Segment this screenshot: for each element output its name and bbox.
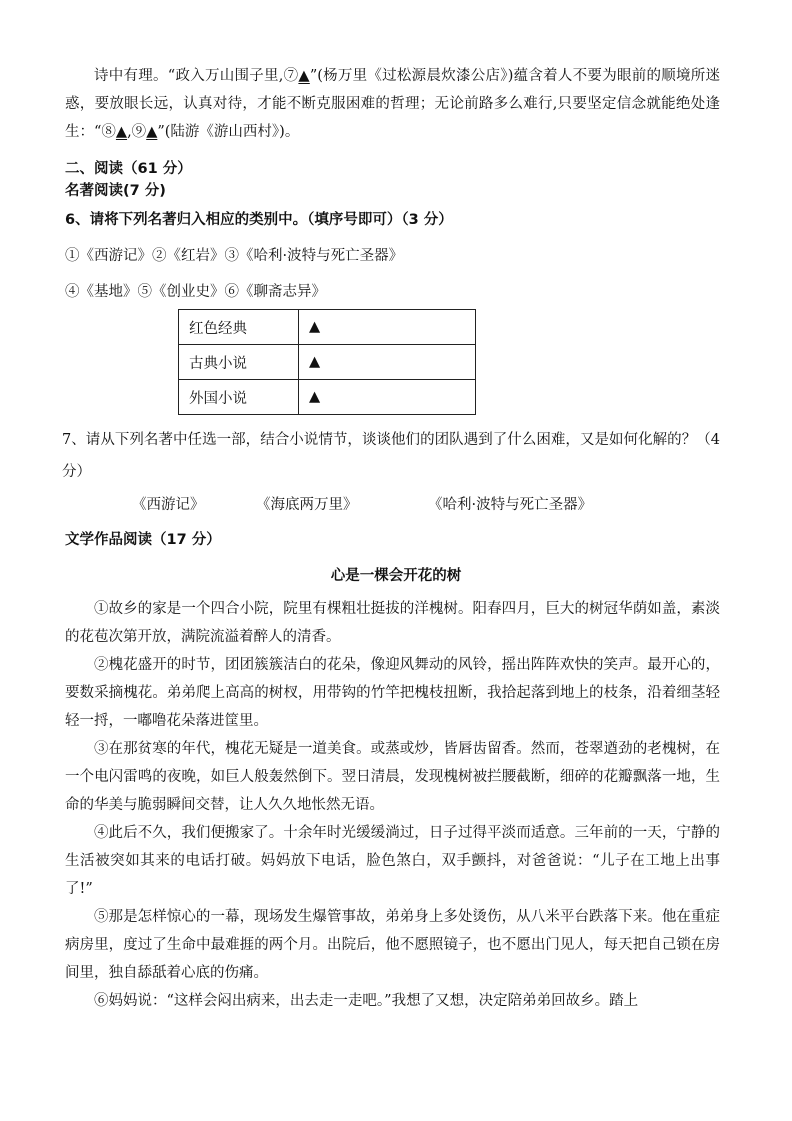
- q6-books-2: [65, 281, 720, 303]
- q7-book-list: [0, 494, 792, 516]
- q7-book-2: 《海底两万里》: [256, 497, 358, 513]
- section-2-heading: 二、阅读（61 分）: [65, 161, 192, 177]
- question-6: [65, 209, 720, 231]
- answer-cell[interactable]: ▲: [299, 380, 476, 415]
- poem-suffix: ”(陆游《游山西村》)。: [157, 124, 300, 140]
- q6-books-line-1: ①《西游记》②《红岩》③《哈利·波特与死亡圣器》: [65, 248, 404, 264]
- section-2: [65, 158, 720, 202]
- article-body: [65, 595, 720, 1015]
- q6-books-line-2: ④《基地》⑤《创业史》⑥《聊斋志异》: [65, 284, 326, 300]
- q6-books-1: [65, 245, 720, 267]
- classics-heading: 名著阅读(7 分): [65, 183, 166, 199]
- poem-paragraph-text: [65, 62, 720, 146]
- article-paragraph: ⑥妈妈说：“这样会闷出病来，出去走一走吧。”我想了又想，决定陪弟弟回故乡。踏上: [94, 993, 639, 1009]
- literary-heading: 文学作品阅读（17 分）: [65, 532, 221, 548]
- table-row: [179, 380, 476, 415]
- question-6-text: 6、请将下列名著归入相应的类别中。（填序号即可）（3 分）: [65, 212, 453, 228]
- question-7: [62, 424, 720, 488]
- question-7-text: 7、请从下列名著中任选一部，结合小说情节，谈谈他们的团队遇到了什么困难，又是如何化解的？（4 分）: [62, 432, 720, 480]
- article-paragraph: ③在那贫寒的年代，槐花无疑是一道美食。或蒸或炒，皆唇齿留香。然而，苍翠遒劲的老槐树，在一个电闪雷鸣的夜晚，如巨人般轰然倒下。翌日清晨，发现槐树被拦腰截断，细碎的花瓣飘落一地，生命的华美与脆弱瞬间交替，让人久久地怅然无语。: [65, 741, 720, 813]
- q7-book-1: 《西游记》: [132, 497, 205, 513]
- category-table: [178, 309, 476, 415]
- article-title: 心是一棵会开花的树: [330, 568, 462, 584]
- answer-cell[interactable]: ▲: [299, 310, 476, 345]
- poem-prefix: 诗中有理。“政入万山围子里,⑦: [94, 68, 299, 84]
- poem-paragraph: [65, 62, 720, 146]
- answer-cell[interactable]: ▲: [299, 345, 476, 380]
- table-row: [179, 345, 476, 380]
- table-row: [179, 310, 476, 345]
- category-cell: 外国小说: [179, 380, 299, 415]
- category-cell: 红色经典: [179, 310, 299, 345]
- poem-mid: ”(杨万里《过松源晨炊漆公店》)蕴含着人不要为眼前的顺境所迷惑，要放眼长远，认真对待，才能不断克服困难的哲理；无论前路多么难行,只要坚定信念就能绝处逢生：“⑧: [65, 68, 720, 140]
- article-paragraph: ②槐花盛开的时节，团团簇簇洁白的花朵，像迎风舞动的风铃，摇出阵阵欢快的笑声。最开心的，要数采摘槐花。弟弟爬上高高的树杈，用带钩的竹竿把槐枝扭断，我拾起落到地上的枝条，沿着细茎轻轻一捋，一嘟噜花朵落进筐里。: [65, 657, 720, 729]
- article-paragraph: ①故乡的家是一个四合小院，院里有棵粗壮挺拔的洋槐树。阳春四月，巨大的树冠华荫如盖，素淡的花苞次第开放，满院流溢着醉人的清香。: [65, 601, 720, 645]
- blank-7: ▲: [298, 68, 310, 84]
- q7-book-3: 《哈利·波特与死亡圣器》: [428, 497, 593, 513]
- literary-section: [65, 529, 720, 551]
- blank-9: ▲: [146, 124, 158, 140]
- blank-8: ▲: [115, 124, 128, 140]
- article-paragraph: ⑤那是怎样惊心的一幕，现场发生爆管事故，弟弟身上多处烫伤，从八米平台跌落下来。他在重症病房里，度过了生命中最难捱的两个月。出院后，他不愿照镜子，也不愿出门见人，每天把自己锁在房间里，独自舔舐着心底的伤痛。: [65, 909, 720, 981]
- poem-comma: ,⑨: [127, 124, 147, 140]
- article-paragraph: ④此后不久，我们便搬家了。十余年时光缓缓淌过，日子过得平淡而适意。三年前的一天，宁静的生活被突如其来的电话打破。妈妈放下电话，脸色煞白，双手颤抖，对爸爸说：“儿子在工地上出事了!”: [65, 825, 720, 897]
- category-cell: 古典小说: [179, 345, 299, 380]
